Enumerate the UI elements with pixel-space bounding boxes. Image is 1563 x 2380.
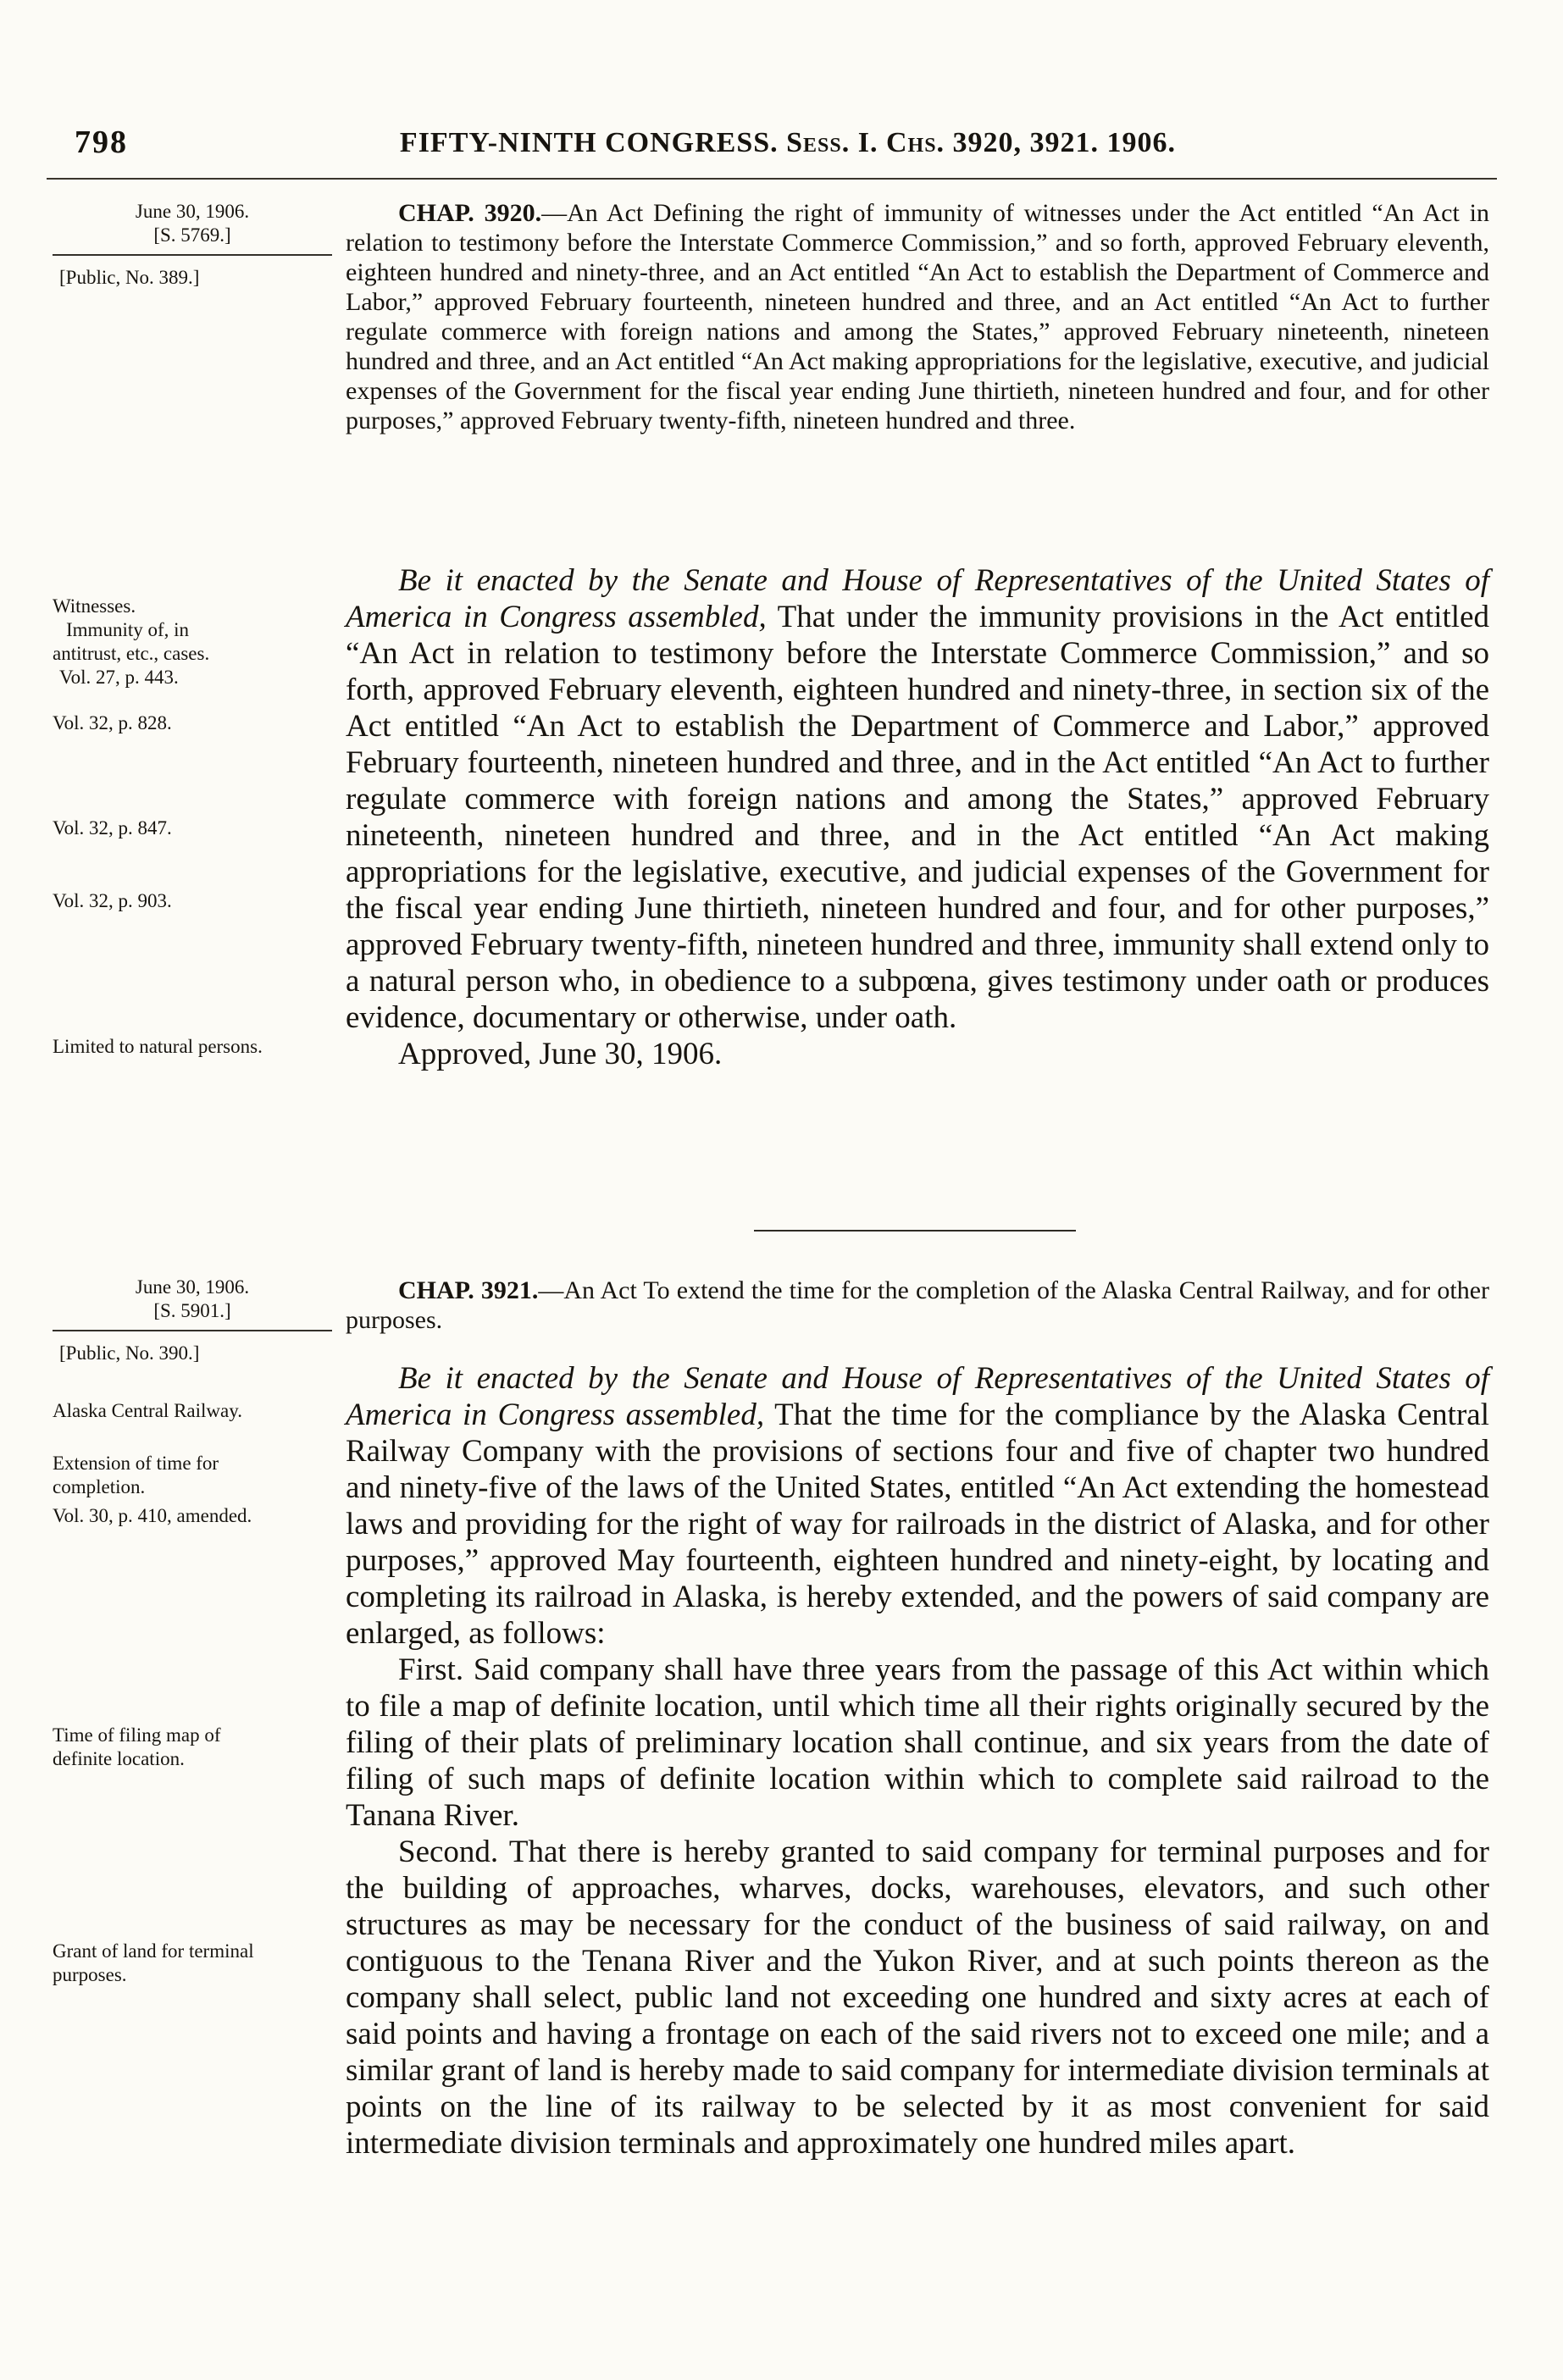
sidenote-alaska-railway: Alaska Central Railway.	[53, 1400, 242, 1421]
header-rule	[47, 178, 1497, 180]
sidenote-3920-date-block	[53, 200, 332, 290]
enacting-clause-3920: Be it enacted by the Senate and House of Representatives of the United States of America in Congress assembled,	[346, 563, 1489, 634]
approved-line-3920: Approved, June 30, 1906.	[398, 1037, 723, 1071]
sidenote-3921-date-block	[53, 1276, 332, 1365]
sidenote-rule	[53, 254, 332, 256]
body-text-3920: That under the immunity provisions in the Act entitled “An Act in relation to testimony before the Interstate Commerce Commission,” and so forth, approved February eleventh, eighteen hundred and ninety-three, in section six of the Act entitled “An Act to establish the Department of Commerce and Labor,” approved February fourteenth, nineteen hundred and three, and in the Act entitled “An Act to further regulate commerce with foreign nations and among the States,” approved February nineteenth, nineteen hundred and three, and in the Act entitled “An Act making appropriations for the legislative, executive, and judicial expenses of the Government for the fiscal year ending June thirtieth, nineteen hundred and four, and for other purposes,” approved February twenty-fifth, nineteen hundred and three, immunity shall extend only to a natural person who, in obedience to a subpœna, gives testimony under oath or produces evidence, documentary or otherwise, under oath.	[346, 600, 1489, 1035]
act-title-3920	[346, 198, 1489, 435]
sidenote-filing-map: Time of filing map of definite location.	[53, 1724, 221, 1769]
sidenote-cite-vol32-903: Vol. 32, p. 903.	[53, 890, 172, 911]
sidenote-cite-vol32-847: Vol. 32, p. 847.	[53, 817, 172, 839]
act-title-3921	[346, 1276, 1489, 1335]
act-body-3920	[346, 562, 1489, 1072]
sidenote-3921-date: June 30, 1906.	[135, 1276, 250, 1298]
sidenote-grant-land: Grant of land for terminal purposes.	[53, 1940, 254, 1985]
sidenote-3920-bill-no: [S. 5769.]	[153, 224, 231, 246]
sidenote-witnesses-line: Vol. 27, p. 443.	[59, 667, 179, 688]
sidenote-3921-public-no: [Public, No. 390.]	[59, 1342, 200, 1364]
sidenote-limited-persons: Limited to natural persons.	[53, 1036, 263, 1057]
sidenote-cite-vol32-828: Vol. 32, p. 828.	[53, 712, 172, 733]
enacting-paragraph-3921	[346, 1360, 1489, 1652]
sidenote-witnesses-line: Immunity of, in	[66, 619, 190, 640]
sidenote-witnesses-block	[53, 595, 332, 689]
act-3920-title-text: —An Act Defining the right of immunity of witnesses under the Act entitled “An Act in relation to testimony before the Interstate Commerce Commission,” and so forth, approved February eleventh, eighteen hundred and ninety-three, and an Act entitled “An Act to establish the Department of Commerce and Labor,” approved February fourteenth, nineteen hundred and three, and an Act entitled “An Act to further regulate commerce with foreign nations and among the States,” approved February nineteenth, nineteen hundred and three, and an Act entitled “An Act making appropriations for the legislative, executive, and judicial expenses of the Government for the fiscal year ending June thirtieth, nineteen hundred and four, and for other purposes,” approved February twenty-fifth, nineteen hundred and three.	[346, 199, 1489, 434]
running-head: FIFTY-NINTH CONGRESS. Sess. I. Chs. 3920, 3921. 1906.	[399, 127, 1177, 158]
sidenote-3920-date: June 30, 1906.	[135, 201, 250, 222]
chap-3921-label: CHAP. 3921.	[398, 1276, 539, 1304]
chap-3920-label: CHAP. 3920.	[398, 199, 542, 227]
paragraph-first-3921: First. Said company shall have three years from the passage of this Act within which to file a map of definite location, until which time all their rights originally secured by the filing of their plats of preliminary location shall continue, and six years from the date of filing of such maps of definite location within which to complete said railroad to the Tanana River.	[346, 1652, 1489, 1833]
sidenote-witnesses-line: Witnesses.	[53, 595, 136, 617]
sidenote-witnesses-line: antitrust, etc., cases.	[53, 643, 210, 664]
sidenote-rule	[53, 1330, 332, 1331]
act-title-3921-paragraph	[346, 1276, 1489, 1335]
paragraph-second-3921: Second. That there is hereby granted to said company for terminal purposes and for the building of approaches, wharves, docks, warehouses, elevators, and such other structures as may be necessary for the conduct of the business of said railway, on and contiguous to the Tenana River and the Yukon River, and at such points thereon as the company shall select, public land not exceeding one hundred and sixty acres at each of said points and having a frontage on each of the said rivers not to exceed one mile; and a similar grant of land is hereby made to said company for intermediate division terminals at points on the line of its railway to be selected by it as most convenient for said intermediate division terminals and approximately one hundred miles apart.	[346, 1835, 1489, 2161]
enacting-clause-3921: Be it enacted by the Senate and House of Representatives of the United States of America in Congress assembled,	[346, 1361, 1489, 1432]
chapter-separator-rule	[754, 1230, 1076, 1232]
act-title-3920-paragraph	[346, 198, 1489, 435]
sidenote-extension-time: Extension of time for completion.	[53, 1453, 219, 1497]
act-body-3921	[346, 1360, 1489, 2161]
sidenote-cite-vol30-410: Vol. 30, p. 410, amended.	[53, 1505, 252, 1526]
body-text-3921: That the time for the compliance by the Alaska Central Railway Company with the provisions of sections four and five of chapter two hundred and ninety-five of the laws of the United States, entitled “An Act extending the homestead laws and providing for the right of way for railroads in the district of Alaska, and for other purposes,” approved May fourteenth, eighteen hundred and ninety-eight, by locating and completing its railroad in Alaska, is hereby extended, and the powers of said company are enlarged, as follows:	[346, 1398, 1489, 1651]
page-number: 798	[75, 125, 128, 160]
sidenote-3920-public-no: [Public, No. 389.]	[59, 267, 200, 288]
sidenote-3921-bill-no: [S. 5901.]	[153, 1300, 231, 1321]
act-3921-title-text: —An Act To extend the time for the completion of the Alaska Central Railway, and for other purposes.	[346, 1276, 1489, 1334]
enacting-paragraph-3920	[346, 562, 1489, 1036]
